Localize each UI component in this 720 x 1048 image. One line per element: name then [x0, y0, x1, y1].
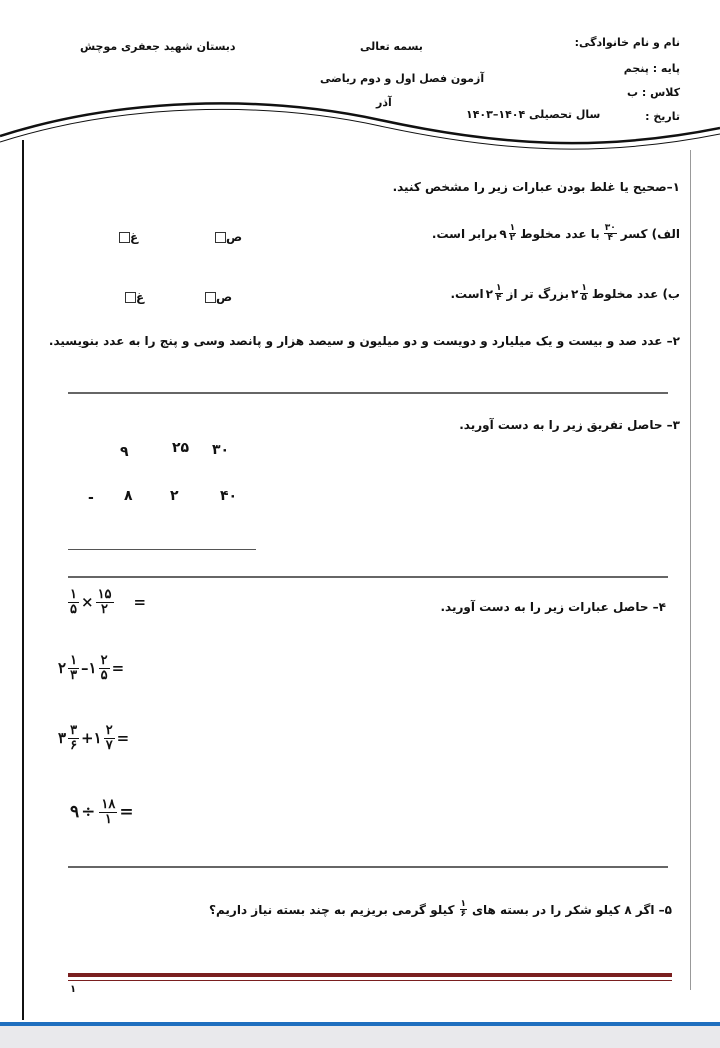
q3-result-line [68, 549, 256, 550]
q1-a-true-checkbox[interactable] [215, 232, 226, 243]
school-year: سال تحصیلی ۱۴۰۴–۱۴۰۳ [466, 108, 601, 121]
q3-row1-digit-b: ۲۵ [172, 440, 190, 456]
q3-title: ۳– حاصل تفریق زیر را به دست آورید. [459, 418, 680, 432]
q4-section-line [68, 866, 668, 868]
class-label: کلاس : ب [626, 86, 680, 99]
q1-a-prefix: الف) کسر [620, 226, 680, 241]
q1-b-false-checkbox[interactable] [125, 292, 136, 303]
q3-row2-digit-b: ۲ [170, 488, 179, 504]
q1-b-prefix: ب) عدد مخلوط [591, 286, 680, 301]
q3-minus-sign: - [88, 490, 94, 506]
q1-a-true-option[interactable]: ص [214, 230, 242, 244]
q1-a-false-option[interactable]: غ [118, 230, 138, 244]
q5-text: ۵– اگر ۸ کیلو شکر را در بسته های $\frac{۱}{۶}$ کیلو گرمی بریزیم به چند بسته نیاز داریم؟ [209, 899, 672, 919]
q2-answer-line [68, 392, 668, 394]
grade-label: پایه : پنجم [623, 62, 680, 75]
bottom-gray-strip [0, 1026, 720, 1048]
date-label: تاریخ : [645, 110, 680, 123]
q1-b-false-option[interactable]: غ [124, 290, 144, 304]
q3-section-line [68, 576, 668, 578]
school-name: دبستان شهید جعفری موچش [80, 40, 236, 53]
header-wave [0, 80, 720, 170]
q1-b-mid: بزرگ تر از [506, 286, 570, 301]
q5-fraction: $\frac{۱}{۶}$ [460, 899, 466, 919]
q3-row2-digit-c: ۴۰ [220, 488, 238, 504]
q3-row2-digit-a: ۸ [124, 488, 133, 504]
q4-title: ۴– حاصل عبارات زیر را به دست آورید. [440, 600, 666, 614]
q3-row1-digit-a: ۹ [120, 444, 129, 460]
q1-b-statement [450, 284, 680, 303]
q4-expression-2: ۲ ۱ ۳ – ۱ ۲ ۵ = [58, 653, 125, 683]
q1-b-true-checkbox[interactable] [205, 292, 216, 303]
q1-a-mid: با عدد مخلوط [520, 226, 600, 241]
q4-expression-3: ۳ ۳ ۶ + ۱ ۲ ۷ = [58, 723, 130, 753]
page-number: ۱ [70, 984, 77, 995]
name-label: نام و نام خانوادگی: [574, 36, 680, 49]
q4-expression-1: ۱ ۵ × ۱۵ ۲ = [70, 587, 147, 617]
q1-a-false-checkbox[interactable] [119, 232, 130, 243]
exam-month: آذر [376, 96, 392, 109]
bismillah: بسمه تعالی [360, 40, 423, 53]
q3-row1-digit-c: ۳۰ [212, 442, 230, 458]
footer-bar [68, 973, 672, 977]
q1-a-mixed: ۹ $\frac{۱}{۲}$ [499, 223, 516, 243]
footer-bar-thin [68, 980, 672, 981]
q1-b-suffix: است. [450, 286, 484, 301]
q1-title: ۱–صحیح یا غلط بودن عبارات زیر را مشخص کنید. [392, 180, 680, 194]
q2-title: ۲– عدد صد و بیست و یک میلیارد و دویست و دو میلیون و سیصد هزار و پانصد وسی و پنج را به عدد بنویسید. [48, 334, 680, 348]
q1-a-fraction: $\frac{۳۰}{۴}$ [604, 223, 616, 243]
q1-b-mixed2: ۲ $\frac{۱}{۴}$ [485, 283, 502, 303]
right-margin-line [690, 150, 691, 990]
q1-b-mixed1: ۲ $\frac{۱}{۵}$ [571, 283, 587, 303]
left-margin-line [22, 140, 24, 1020]
q1-b-true-option[interactable]: ص [204, 290, 232, 304]
q4-expression-4: ۹ ÷ ۱۸ ۱ = [70, 797, 134, 827]
q1-a-statement [432, 224, 680, 243]
exam-title: آزمون فصل اول و دوم ریاضی [320, 72, 485, 85]
q1-a-suffix: برابر است. [431, 226, 498, 241]
